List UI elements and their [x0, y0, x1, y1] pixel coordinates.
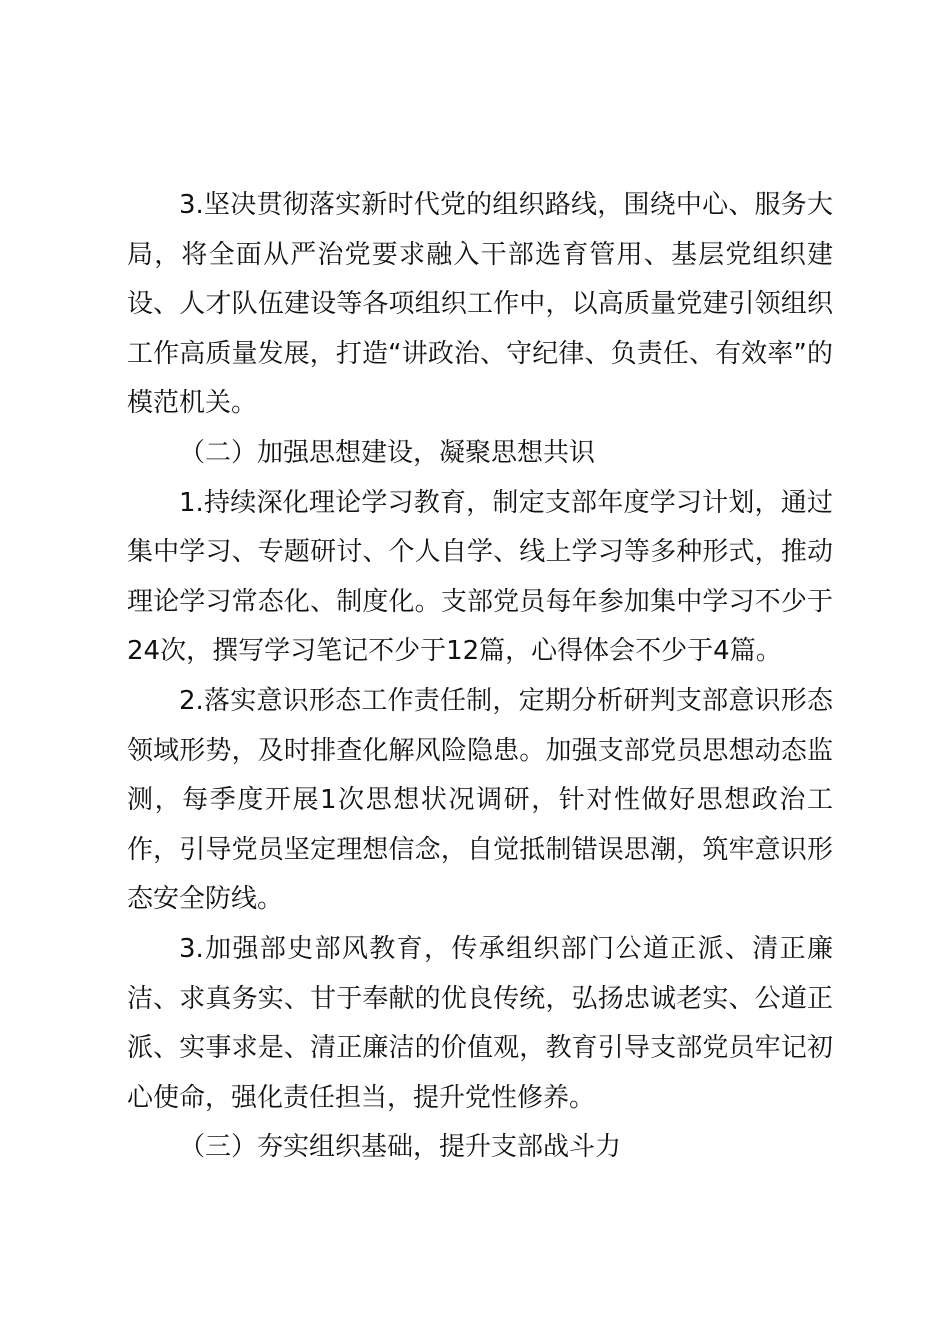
paragraph-item-3-department-history: 3.加强部史部风教育，传承组织部门公道正派、清正廉洁、求真务实、甘于奉献的优良传统，弘扬忠诚老实、公道正派、实事求是、清正廉洁的价值观，教育引导支部党员牢记初心使命，强化责任担当，提升党性修养。: [127, 933, 833, 1113]
document-body: [127, 181, 833, 1173]
section-heading-2: （二）加强思想建设，凝聚思想共识: [179, 437, 596, 468]
paragraph-item-1-theory-study: 1.持续深化理论学习教育，制定支部年度学习计划，通过集中学习、专题研讨、个人自学、线上学习等多种形式，推动理论学习常态化、制度化。支部党员每年参加集中学习不少于24次，撰写学习笔记不少于12篇，心得体会不少于4篇。: [127, 487, 833, 667]
section-heading-3: （三）夯实组织基础，提升支部战斗力: [179, 1132, 622, 1163]
paragraph-item-3-organization-line: 3.坚决贯彻落实新时代党的组织路线，围绕中心、服务大局，将全面从严治党要求融入干部选育管用、基层党组织建设、人才队伍建设等各项组织工作中，以高质量党建引领组织工作高质量发展，打造“讲政治、守纪律、负责任、有效率”的模范机关。: [127, 190, 833, 419]
paragraph-item-2-ideology: 2.落实意识形态工作责任制，定期分析研判支部意识形态领域形势，及时排查化解风险隐患。加强支部党员思想动态监测，每季度开展1次思想状况调研，针对性做好思想政治工作，引导党员坚定理想信念，自觉抵制错误思潮，筑牢意识形态安全防线。: [127, 685, 833, 915]
